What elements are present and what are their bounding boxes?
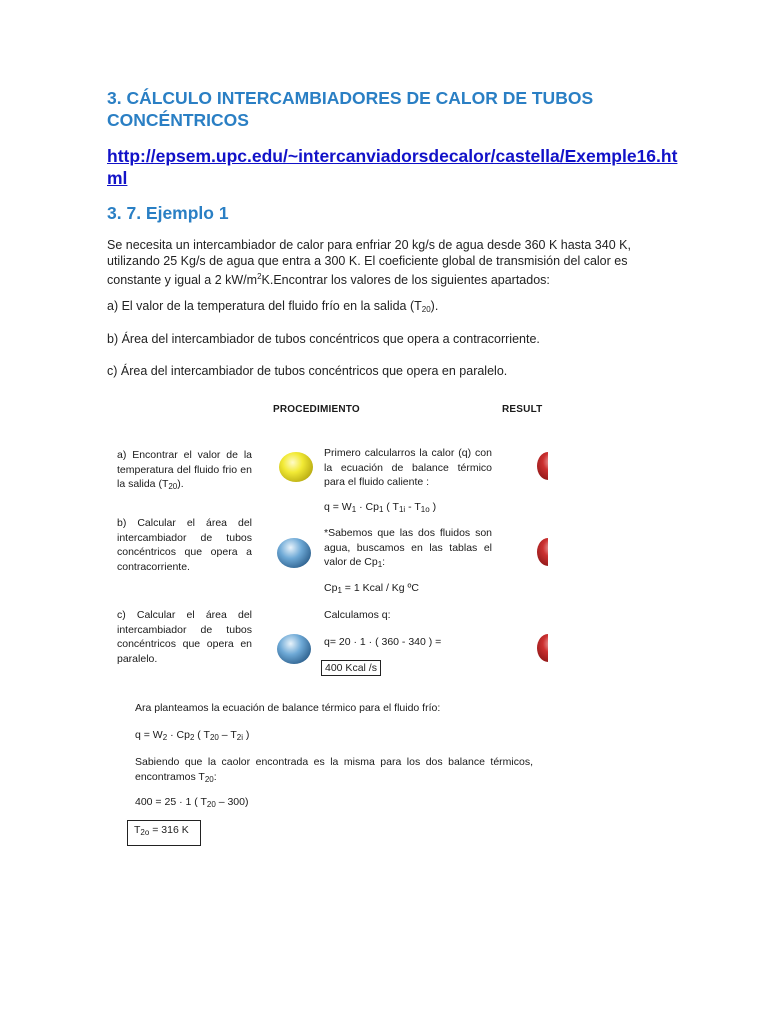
item-a: a) El valor de la temperatura del fluido frío en la salida $(T_{20})$.: [107, 299, 439, 314]
intro-paragraph: Se necesita un intercambiador de calor para enfriar 20 kg/s de agua desde 360 K hasta 340 K, utilizando 25 Kg/s de agua que entra a 300 K. El coeficiente global de transmisión del calor es constante y igual a 2 $kW/m^2K.Encontrar$ los valores de los siguientes apartados:: [107, 238, 631, 287]
cold-fluid-intro: Ara planteamos la ecuación de balance térmico para el fluido frío:: [135, 702, 441, 714]
equal-heat-statement: Sabiendo que la caolor encontrada es la misma para los dos balance térmicos, encontramos $T_{20}$:: [135, 756, 533, 784]
cold-fluid-balance-equation: $q = W_2 \cdot Cp_2$ ( $T_{20} - T_{2i}$ ): [135, 729, 250, 742]
step-a-text: a) Encontrar el valor de la temperatura del fluido frio en la salida $(T_{20})$.: [117, 449, 252, 491]
result-header: RESULT: [502, 404, 543, 415]
item-b: b) Área del intercambiador de tubos concéntricos que opera a contracorriente.: [107, 332, 540, 346]
source-link[interactable]: http://epsem.upc.edu/~intercanviadorsdecalor/castella/Exemple16.html: [107, 146, 678, 188]
t20-equation: 400 = 25 · 1 ( $T_{20} - 300$): [135, 796, 249, 809]
step-c-text: c) Calcular el área del intercambiador de tubos concéntricos que opera en paralelo.: [117, 609, 252, 665]
t20-result-box: $T_{2o} = 316$ K: [127, 820, 201, 846]
step-b-text: b) Calcular el área del intercambiador de tubos concéntricos que opera a contracorriente.: [117, 517, 252, 573]
item-c: c) Área del intercambiador de tubos concéntricos que opera en paralelo.: [107, 364, 508, 378]
q-result-box: 400 Kcal /s: [321, 660, 381, 676]
step-c-blue-ball-icon[interactable]: [277, 634, 311, 664]
result-b-red-ball-icon[interactable]: [537, 538, 548, 566]
section-title: 3. CÁLCULO INTERCAMBIADORES DE CALOR DE TUBOS CONCÉNTRICOS: [107, 88, 594, 130]
calculate-q-label: Calculamos q:: [324, 609, 391, 621]
step-b-blue-ball-icon[interactable]: [277, 538, 311, 568]
cp-note: *Sabemos que las dos fluidos son agua, buscamos en las tablas el valor de $Cp_1$:: [324, 527, 492, 569]
step-a-yellow-ball-icon[interactable]: [279, 452, 313, 482]
example-subtitle: 3. 7. Ejemplo 1: [107, 203, 229, 223]
hot-fluid-balance-equation: $q = W_1 \cdot Cp_1$ ( $T_{1i} - T_{1o}$ ): [324, 501, 437, 514]
q-calculation: q= 20 · 1 · ( 360 - 340 ) =: [324, 636, 442, 648]
procedure-figure: [105, 390, 548, 860]
procedure-header: PROCEDIMIENTO: [273, 404, 360, 415]
cp-value: $Cp_1 = 1$ Kcal / Kg ºC: [324, 582, 419, 595]
result-a-red-ball-icon[interactable]: [537, 452, 548, 480]
procedure-intro: Primero calcularros la calor (q) con la ecuación de balance térmico para el fluido caliente :: [324, 447, 492, 488]
result-c-red-ball-icon[interactable]: [537, 634, 548, 662]
